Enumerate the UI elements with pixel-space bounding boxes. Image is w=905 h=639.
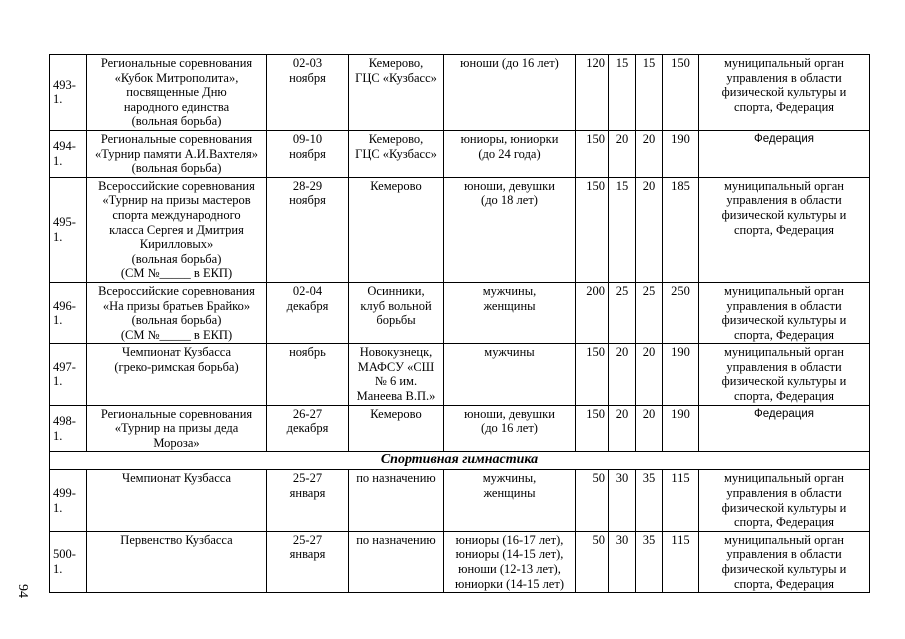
count-1: 150 xyxy=(576,130,609,177)
count-1: 120 xyxy=(576,55,609,131)
count-1: 150 xyxy=(576,344,609,405)
count-2: 15 xyxy=(609,177,636,282)
count-2: 30 xyxy=(609,531,636,592)
count-3: 15 xyxy=(636,55,663,131)
event-participants: юноши, девушки (до 18 лет) xyxy=(444,177,576,282)
count-total: 190 xyxy=(663,344,699,405)
event-dates: 26-27 декабря xyxy=(267,405,349,452)
organizer: муниципальный орган управления в области физической культуры и спорта, Федерация xyxy=(699,470,870,531)
event-place: по назначению xyxy=(349,470,444,531)
row-number: 496-1. xyxy=(50,282,87,343)
row-number: 500-1. xyxy=(50,531,87,592)
event-name: Чемпионат Кузбасса xyxy=(87,470,267,531)
event-place: Кемерово xyxy=(349,405,444,452)
count-2: 30 xyxy=(609,470,636,531)
count-3: 20 xyxy=(636,177,663,282)
count-3: 20 xyxy=(636,130,663,177)
event-dates: 02-04 декабря xyxy=(267,282,349,343)
table-row xyxy=(50,344,870,405)
table-row xyxy=(50,531,870,592)
event-participants: мужчины, женщины xyxy=(444,470,576,531)
count-1: 50 xyxy=(576,470,609,531)
organizer: муниципальный орган управления в области физической культуры и спорта, Федерация xyxy=(699,531,870,592)
event-participants: юноши (до 16 лет) xyxy=(444,55,576,131)
count-2: 15 xyxy=(609,55,636,131)
table-row xyxy=(50,130,870,177)
event-name: Региональные соревнования «Турнир на призы деда Мороза» xyxy=(87,405,267,452)
count-1: 150 xyxy=(576,405,609,452)
event-name: Региональные соревнования «Турнир памяти А.И.Вахтеля» (вольная борьба) xyxy=(87,130,267,177)
event-place: Новокузнецк, МАФСУ «СШ № 6 им. Манеева В.П.» xyxy=(349,344,444,405)
count-total: 150 xyxy=(663,55,699,131)
count-total: 190 xyxy=(663,130,699,177)
event-participants: мужчины, женщины xyxy=(444,282,576,343)
table-row xyxy=(50,282,870,343)
event-place: Осинники, клуб вольной борьбы xyxy=(349,282,444,343)
count-3: 20 xyxy=(636,405,663,452)
count-total: 185 xyxy=(663,177,699,282)
schedule-table xyxy=(49,54,870,593)
event-dates: 25-27 января xyxy=(267,531,349,592)
count-2: 20 xyxy=(609,405,636,452)
event-place: Кемерово, ГЦС «Кузбасс» xyxy=(349,130,444,177)
row-number: 493-1. xyxy=(50,55,87,131)
organizer: муниципальный орган управления в области физической культуры и спорта, Федерация xyxy=(699,55,870,131)
section-title: Спортивная гимнастика xyxy=(50,452,870,470)
count-total: 190 xyxy=(663,405,699,452)
event-name: Первенство Кузбасса xyxy=(87,531,267,592)
event-dates: 28-29 ноября xyxy=(267,177,349,282)
table-row xyxy=(50,177,870,282)
count-3: 35 xyxy=(636,531,663,592)
count-1: 200 xyxy=(576,282,609,343)
organizer: Федерация xyxy=(699,405,870,452)
row-number: 494-1. xyxy=(50,130,87,177)
table-row xyxy=(50,470,870,531)
event-dates: 25-27 января xyxy=(267,470,349,531)
organizer: муниципальный орган управления в области физической культуры и спорта, Федерация xyxy=(699,282,870,343)
table-row xyxy=(50,55,870,131)
count-2: 25 xyxy=(609,282,636,343)
event-name: Всероссийские соревнования «Турнир на призы мастеров спорта международного класса Сергея и Дмитрия Кирилловых» (вольная борьба) (СМ №_____ в ЕКП) xyxy=(87,177,267,282)
page-number: 94 xyxy=(15,584,30,598)
organizer: Федерация xyxy=(699,130,870,177)
count-total: 115 xyxy=(663,531,699,592)
count-3: 35 xyxy=(636,470,663,531)
event-name: Чемпионат Кузбасса (греко-римская борьба) xyxy=(87,344,267,405)
count-3: 25 xyxy=(636,282,663,343)
count-total: 115 xyxy=(663,470,699,531)
organizer: муниципальный орган управления в области физической культуры и спорта, Федерация xyxy=(699,344,870,405)
event-name: Региональные соревнования «Кубок Митрополита», посвященные Дню народного единства (вольная борьба) xyxy=(87,55,267,131)
row-number: 499-1. xyxy=(50,470,87,531)
event-dates: ноябрь xyxy=(267,344,349,405)
count-2: 20 xyxy=(609,130,636,177)
row-number: 495-1. xyxy=(50,177,87,282)
event-place: Кемерово xyxy=(349,177,444,282)
event-place: по назначению xyxy=(349,531,444,592)
row-number: 498-1. xyxy=(50,405,87,452)
count-1: 50 xyxy=(576,531,609,592)
count-3: 20 xyxy=(636,344,663,405)
count-total: 250 xyxy=(663,282,699,343)
row-number: 497-1. xyxy=(50,344,87,405)
event-place: Кемерово, ГЦС «Кузбасс» xyxy=(349,55,444,131)
event-name: Всероссийские соревнования «На призы братьев Брайко» (вольная борьба) (СМ №_____ в ЕКП) xyxy=(87,282,267,343)
count-1: 150 xyxy=(576,177,609,282)
section-header-row xyxy=(50,452,870,470)
count-2: 20 xyxy=(609,344,636,405)
event-participants: юниоры (16-17 лет), юниоры (14-15 лет), юноши (12-13 лет), юниорки (14-15 лет) xyxy=(444,531,576,592)
event-participants: юноши, девушки (до 16 лет) xyxy=(444,405,576,452)
event-dates: 02-03 ноября xyxy=(267,55,349,131)
event-participants: юниоры, юниорки (до 24 года) xyxy=(444,130,576,177)
event-participants: мужчины xyxy=(444,344,576,405)
table-row xyxy=(50,405,870,452)
organizer: муниципальный орган управления в области физической культуры и спорта, Федерация xyxy=(699,177,870,282)
event-dates: 09-10 ноября xyxy=(267,130,349,177)
